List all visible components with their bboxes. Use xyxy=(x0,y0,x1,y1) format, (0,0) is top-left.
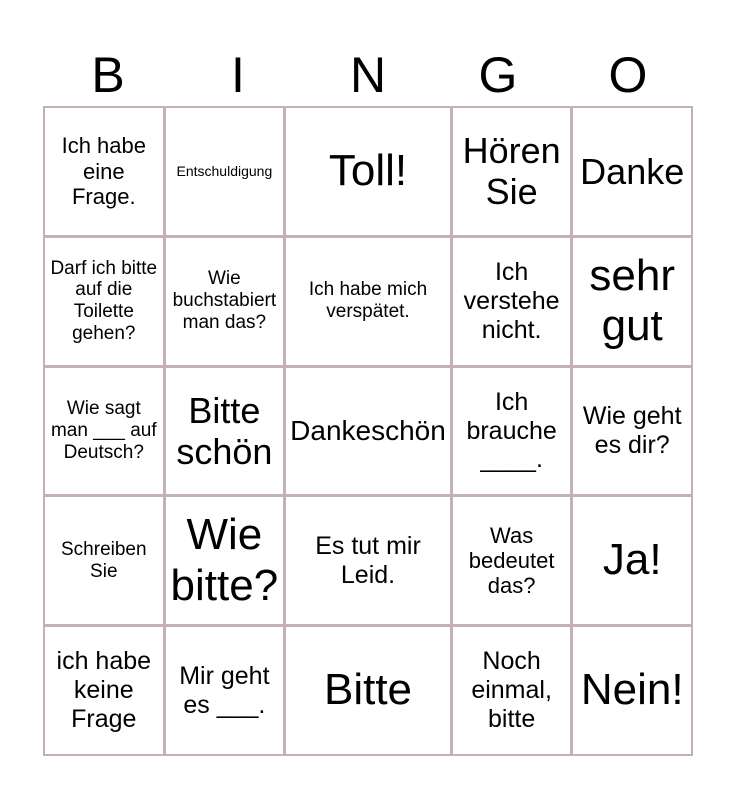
bingo-cell[interactable]: Hören Sie xyxy=(453,108,571,235)
header-letter-g: G xyxy=(478,47,518,103)
bingo-cell[interactable]: Toll! xyxy=(286,108,450,235)
bingo-cell[interactable]: Ja! xyxy=(573,497,691,624)
bingo-cell[interactable]: Wie bitte? xyxy=(166,497,284,624)
bingo-header xyxy=(43,44,693,106)
bingo-cell[interactable]: Schreiben Sie xyxy=(45,497,163,624)
header-letter-o: O xyxy=(608,47,648,103)
bingo-cell[interactable]: sehr gut xyxy=(573,238,691,365)
bingo-board xyxy=(43,106,693,756)
bingo-cell[interactable]: Wie geht es dir? xyxy=(573,368,691,495)
bingo-cell[interactable]: Noch einmal, bitte xyxy=(453,627,571,754)
bingo-cell[interactable]: Dankeschön xyxy=(286,368,450,495)
bingo-cell[interactable]: Ich verstehe nicht. xyxy=(453,238,571,365)
bingo-cell[interactable]: Wie sagt man ___ auf Deutsch? xyxy=(45,368,163,495)
bingo-cell[interactable]: Wie buchstabiert man das? xyxy=(166,238,284,365)
bingo-cell[interactable]: Entschuldigung xyxy=(166,108,284,235)
bingo-cell[interactable]: Darf ich bitte auf die Toilette gehen? xyxy=(45,238,163,365)
bingo-cell[interactable]: Danke xyxy=(573,108,691,235)
bingo-cell[interactable]: Ich habe eine Frage. xyxy=(45,108,163,235)
bingo-cell[interactable]: Es tut mir Leid. xyxy=(286,497,450,624)
bingo-cell[interactable]: Ich brauche ____. xyxy=(453,368,571,495)
bingo-cell[interactable]: Bitte schön xyxy=(166,368,284,495)
header-letter-n: N xyxy=(349,47,387,103)
bingo-cell[interactable]: Mir geht es ___. xyxy=(166,627,284,754)
header-letter-i: I xyxy=(231,47,245,103)
bingo-cell[interactable]: ich habe keine Frage xyxy=(45,627,163,754)
bingo-cell[interactable]: Was bedeutet das? xyxy=(453,497,571,624)
bingo-cell[interactable]: Bitte xyxy=(286,627,450,754)
header-letter-b: B xyxy=(91,47,125,103)
bingo-cell[interactable]: Ich habe mich verspätet. xyxy=(286,238,450,365)
bingo-cell[interactable]: Nein! xyxy=(573,627,691,754)
